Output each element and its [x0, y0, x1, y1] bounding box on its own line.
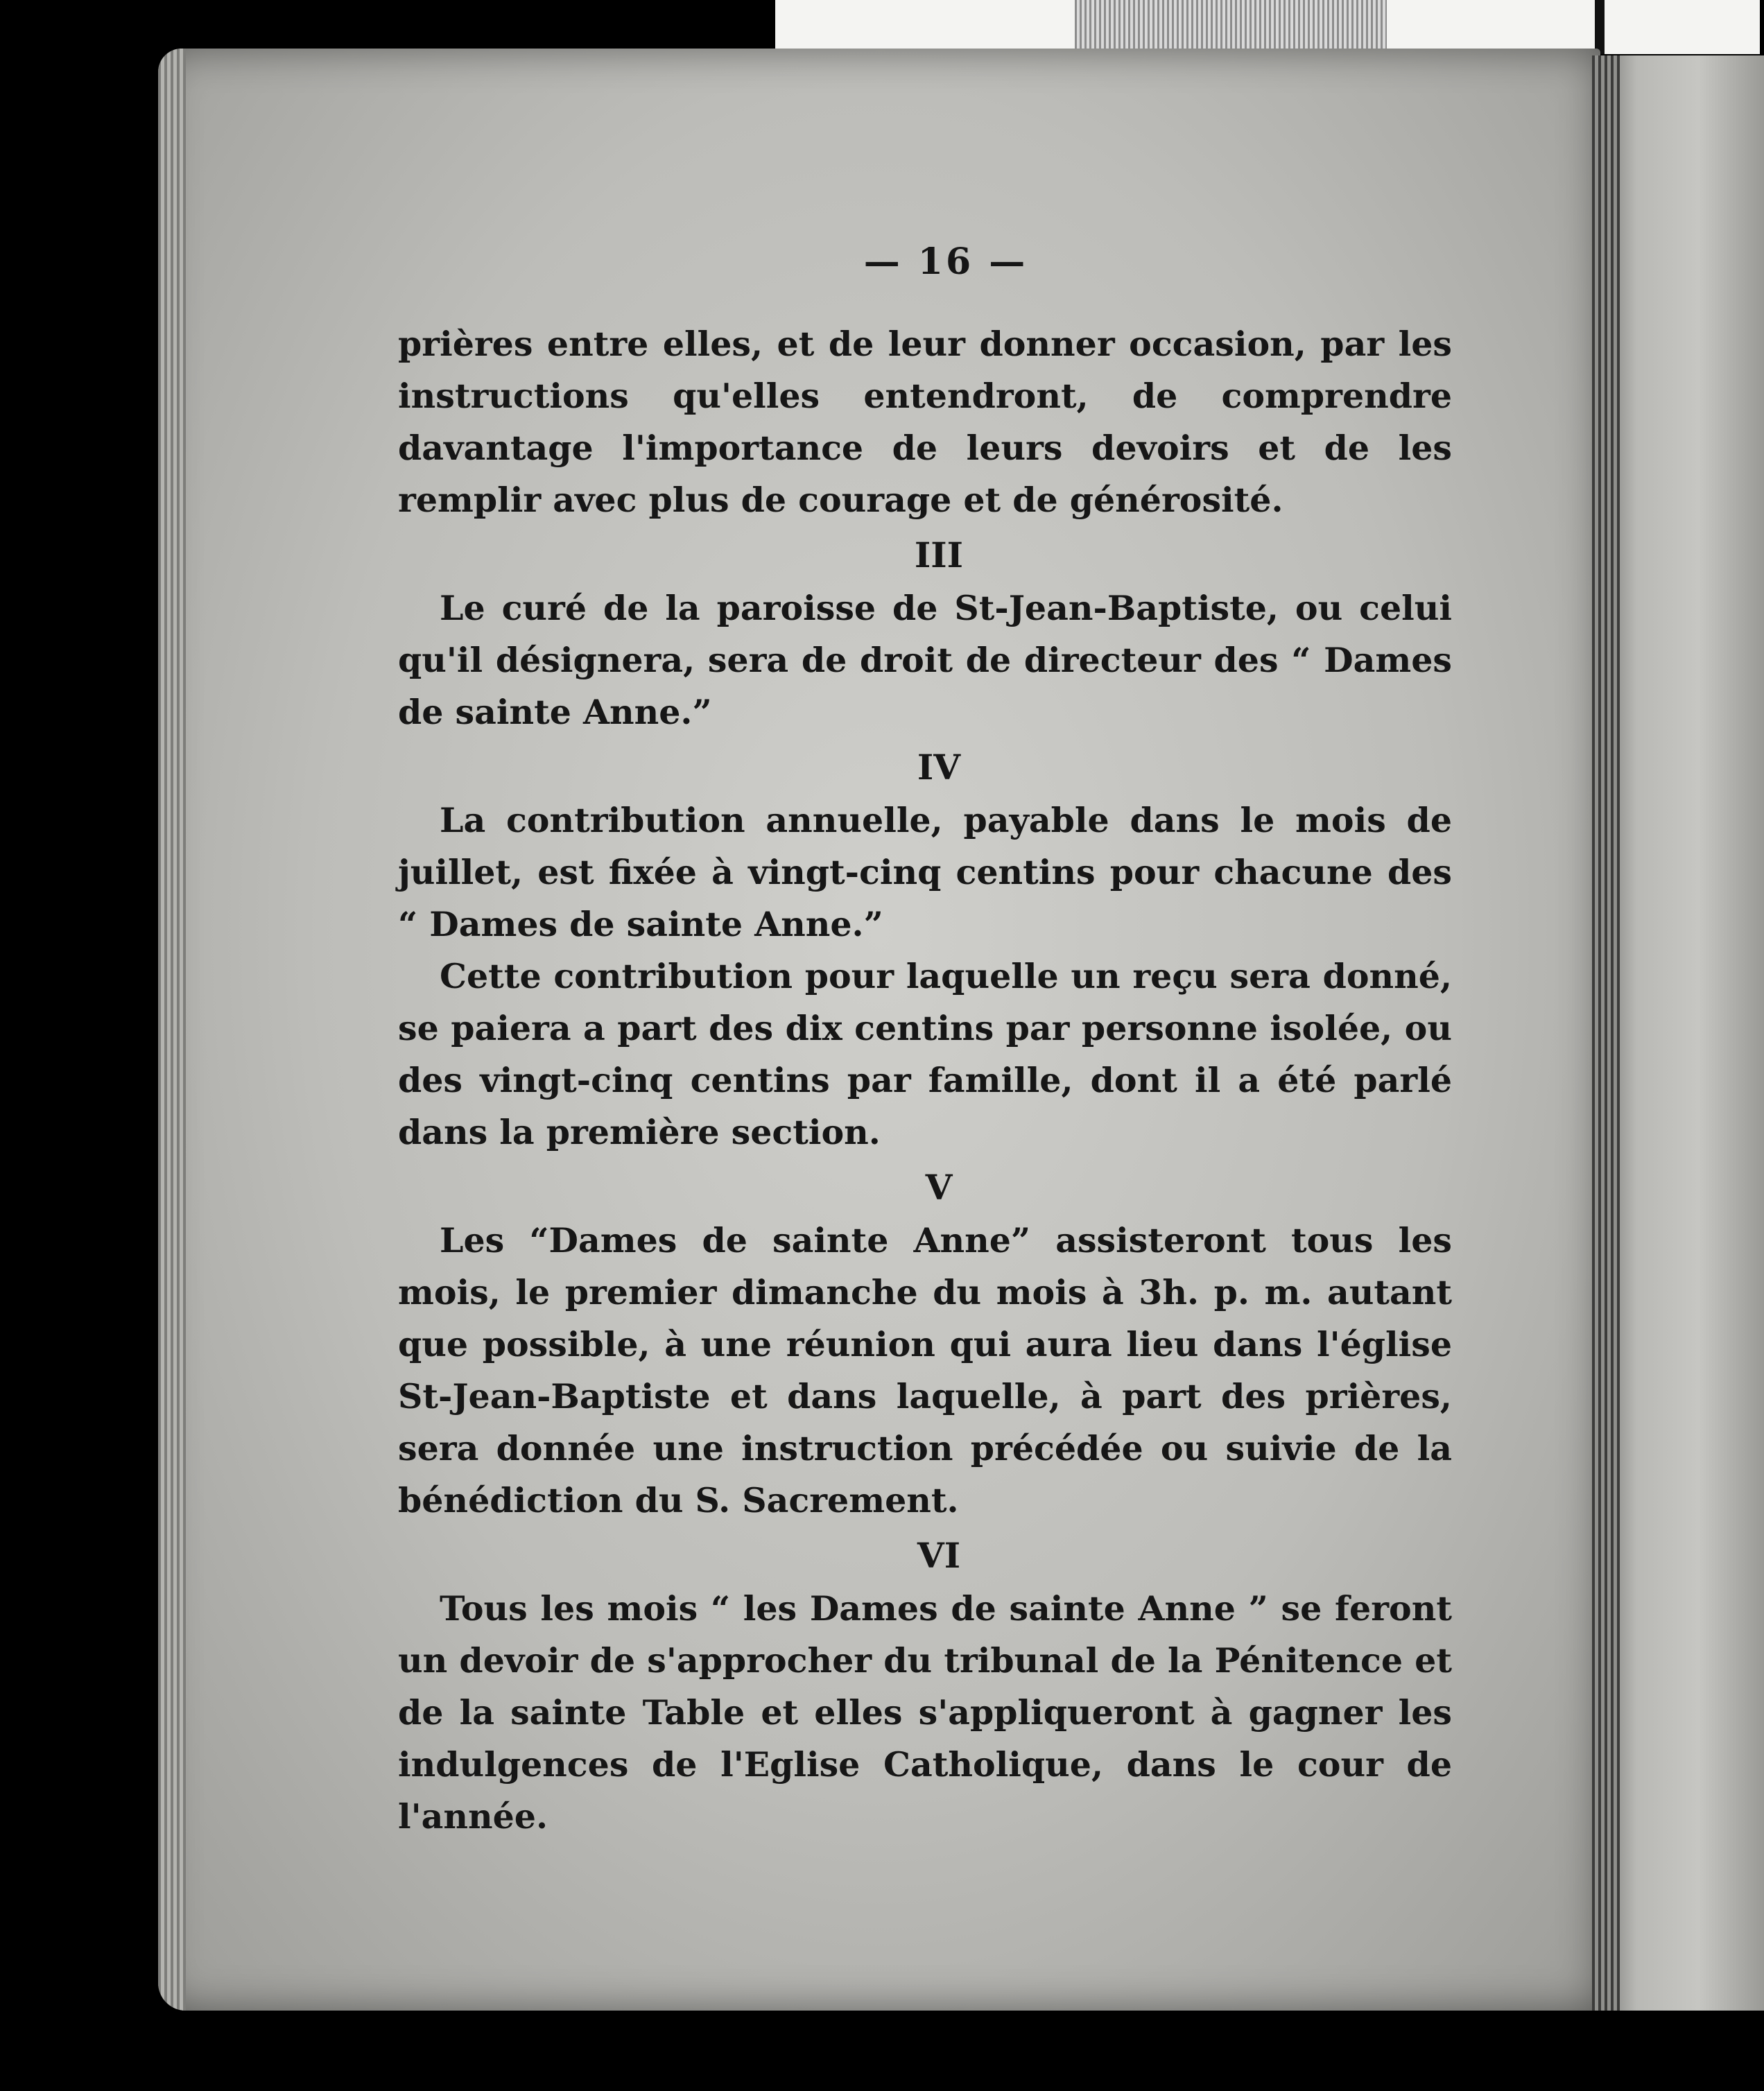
- paragraph: Cette contribution pour laquelle un reçu sera donné, se paiera a part des dix centins par personne isolée, ou des vingt-cinq centins par famille, dont il a été parlé dans la première section.: [398, 956, 1452, 1152]
- section-heading: V: [925, 1167, 953, 1208]
- page-content: [398, 236, 1452, 1843]
- paragraph: Tous les mois “ les Dames de sainte Anne ” se feront un devoir de s'approcher du tribunal de la Pénitence et de la sainte Table et elles s'appliqueront à gagner les indulgences de l'Eglise Catholique, dans le cour de l'année.: [398, 1588, 1452, 1837]
- section-heading: IV: [917, 747, 961, 788]
- paragraph: Le curé de la paroisse de St-Jean-Baptiste, ou celui qu'il désignera, sera de droit de directeur des “ Dames de sainte Anne.”: [398, 588, 1452, 732]
- paragraph: La contribution annuelle, payable dans le mois de juillet, est fixée à vingt-cinq centins pour chacune des “ Dames de sainte Anne.”: [398, 800, 1452, 944]
- paragraph: prières entre elles, et de leur donner occasion, par les instructions qu'elles entendront, de comprendre davantage l'importance de leurs devoirs et de les remplir avec plus de courage et de générosité.: [398, 324, 1452, 520]
- next-sheet-edge: [1075, 0, 1387, 54]
- page-number: — 16 —: [863, 241, 1028, 283]
- section-heading: VI: [917, 1535, 961, 1576]
- section-heading: III: [914, 535, 964, 575]
- page-stack-edge: [158, 49, 186, 2011]
- book-gutter: [1592, 55, 1620, 2011]
- facing-page: [1600, 55, 1764, 2011]
- paragraph: Les “Dames de sainte Anne” assisteront tous les mois, le premier dimanche du mois à 3h. p. m. autant que possible, à une réunion qui aura lieu dans l'église St-Jean-Baptiste et dans laquelle, à part des prières, sera donnée une instruction précédée ou suivie de la bénédiction du S. Sacrement.: [398, 1220, 1452, 1520]
- next-sheet-border: [1595, 0, 1605, 54]
